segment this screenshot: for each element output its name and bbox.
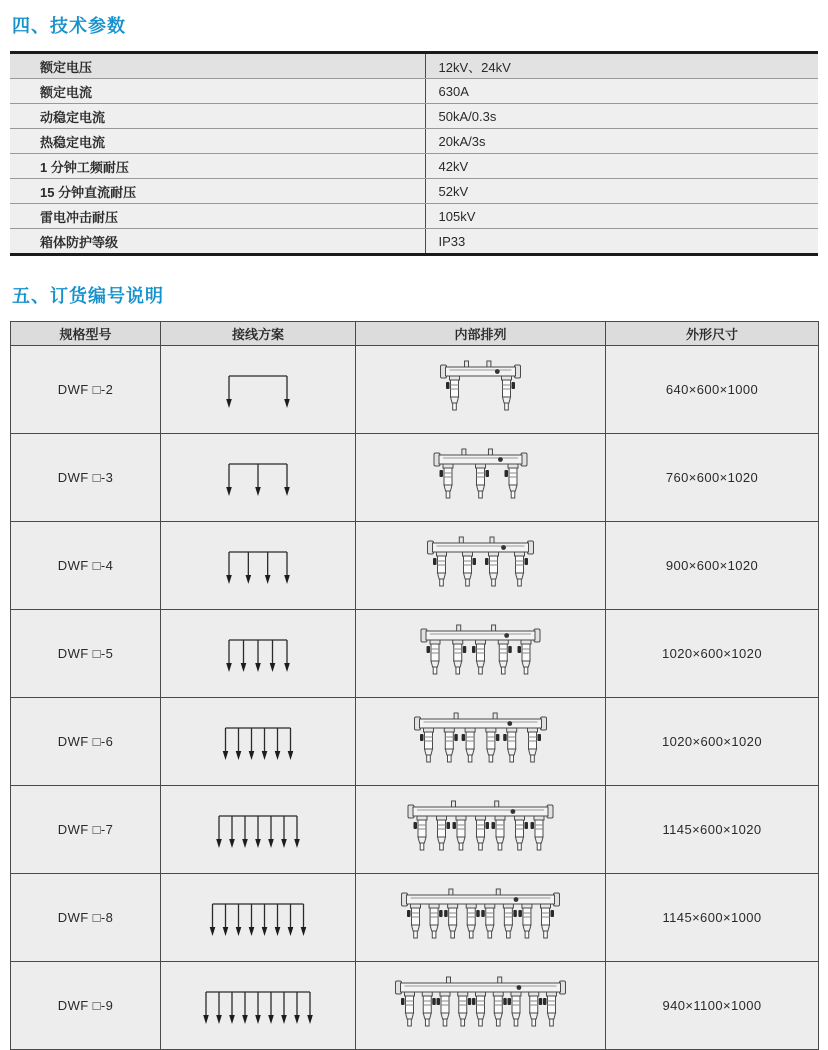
order-row [11, 522, 819, 610]
dimensions-cell: 900×600×1020 [606, 522, 819, 610]
wiring-scheme-diagram [168, 543, 348, 589]
internal-arrangement-cell [356, 786, 606, 874]
wiring-scheme-diagram [168, 895, 348, 941]
order-table [10, 321, 819, 1050]
param-label: 箱体防护等级 [10, 229, 425, 255]
param-label: 1 分钟工频耐压 [10, 154, 425, 179]
wiring-scheme-diagram [168, 455, 348, 501]
wiring-scheme-diagram [168, 367, 348, 413]
internal-arrangement-cell [356, 874, 606, 962]
tech-param-row [10, 154, 818, 179]
model-cell: DWF □-5 [11, 610, 161, 698]
internal-arrangement-diagram [363, 705, 598, 779]
internal-arrangement-cell [356, 346, 606, 434]
internal-arrangement-cell [356, 962, 606, 1050]
order-table-body [11, 346, 819, 1050]
param-label: 额定电压 [10, 53, 425, 79]
dimensions-cell: 1145×600×1000 [606, 874, 819, 962]
internal-arrangement-diagram [363, 969, 598, 1043]
model-cell: DWF □-9 [11, 962, 161, 1050]
order-row [11, 346, 819, 434]
internal-arrangement-cell [356, 522, 606, 610]
tech-params-table [10, 51, 818, 256]
param-label: 雷电冲击耐压 [10, 204, 425, 229]
model-cell: DWF □-6 [11, 698, 161, 786]
tech-param-row [10, 104, 818, 129]
internal-arrangement-diagram [363, 353, 598, 427]
dimensions-cell: 1020×600×1020 [606, 610, 819, 698]
order-row [11, 786, 819, 874]
order-header-row [11, 322, 819, 346]
wiring-scheme-cell [161, 698, 356, 786]
param-label: 热稳定电流 [10, 129, 425, 154]
tech-param-row [10, 179, 818, 204]
internal-arrangement-diagram [363, 881, 598, 955]
order-row [11, 962, 819, 1050]
tech-params-body [10, 53, 818, 255]
wiring-scheme-diagram [168, 631, 348, 677]
wiring-scheme-diagram [168, 983, 348, 1029]
section5-title: 五、订货编号说明 [12, 286, 164, 306]
internal-arrangement-cell [356, 610, 606, 698]
param-value: 12kV、24kV [425, 53, 818, 79]
wiring-scheme-cell [161, 786, 356, 874]
dimensions-cell: 940×1100×1000 [606, 962, 819, 1050]
wiring-scheme-cell [161, 346, 356, 434]
wiring-scheme-cell [161, 434, 356, 522]
internal-arrangement-diagram [363, 617, 598, 691]
tech-param-row [10, 204, 818, 229]
order-row [11, 698, 819, 786]
param-value: 630A [425, 79, 818, 104]
wiring-scheme-cell [161, 522, 356, 610]
wiring-scheme-diagram [168, 719, 348, 765]
param-label: 15 分钟直流耐压 [10, 179, 425, 204]
internal-arrangement-diagram [363, 441, 598, 515]
wiring-scheme-cell [161, 874, 356, 962]
model-cell: DWF □-2 [11, 346, 161, 434]
param-value: 50kA/0.3s [425, 104, 818, 129]
dimensions-cell: 1020×600×1020 [606, 698, 819, 786]
param-value: IP33 [425, 229, 818, 255]
model-cell: DWF □-4 [11, 522, 161, 610]
order-column-header: 外形尺寸 [606, 322, 819, 346]
param-value: 42kV [425, 154, 818, 179]
order-row [11, 874, 819, 962]
model-cell: DWF □-3 [11, 434, 161, 522]
order-column-header: 接线方案 [161, 322, 356, 346]
param-value: 20kA/3s [425, 129, 818, 154]
section4-title: 四、技术参数 [12, 16, 126, 36]
dimensions-cell: 760×600×1020 [606, 434, 819, 522]
model-cell: DWF □-7 [11, 786, 161, 874]
dimensions-cell: 1145×600×1020 [606, 786, 819, 874]
tech-param-row [10, 229, 818, 255]
internal-arrangement-cell [356, 434, 606, 522]
model-cell: DWF □-8 [11, 874, 161, 962]
order-column-header: 内部排列 [356, 322, 606, 346]
order-column-header: 规格型号 [11, 322, 161, 346]
order-row [11, 434, 819, 522]
wiring-scheme-diagram [168, 807, 348, 853]
internal-arrangement-diagram [363, 793, 598, 867]
internal-arrangement-diagram [363, 529, 598, 603]
wiring-scheme-cell [161, 962, 356, 1050]
param-value: 105kV [425, 204, 818, 229]
tech-param-row [10, 53, 818, 79]
param-label: 动稳定电流 [10, 104, 425, 129]
param-value: 52kV [425, 179, 818, 204]
wiring-scheme-cell [161, 610, 356, 698]
tech-param-row [10, 129, 818, 154]
order-row [11, 610, 819, 698]
param-label: 额定电流 [10, 79, 425, 104]
internal-arrangement-cell [356, 698, 606, 786]
tech-param-row [10, 79, 818, 104]
dimensions-cell: 640×600×1000 [606, 346, 819, 434]
